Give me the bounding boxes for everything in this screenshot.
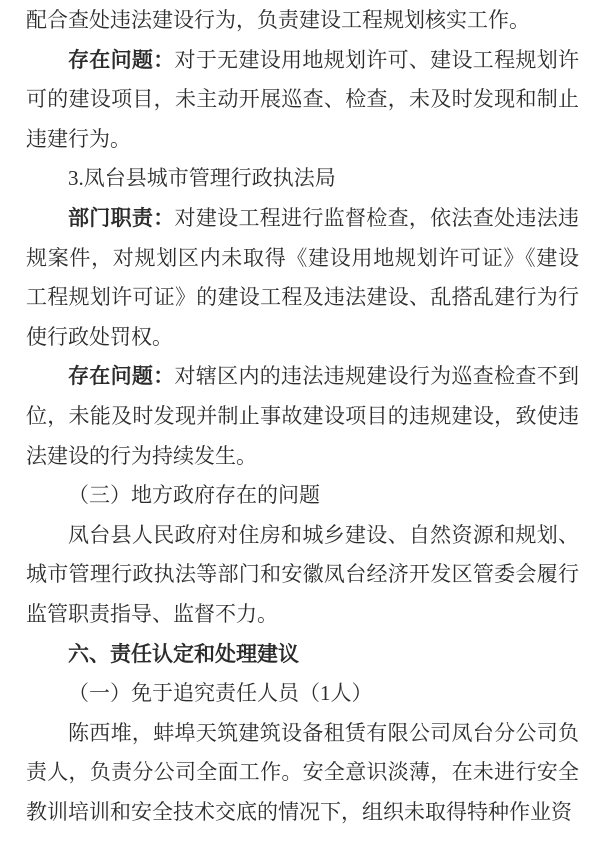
- paragraph-lead: 部门职责：: [68, 206, 175, 230]
- document-body: [26, 1, 579, 832]
- subsection-heading-3: （三）地方政府存在的问题: [68, 483, 320, 508]
- paragraph-agency-3: 3.凤台县城市管理行政执法局: [68, 166, 336, 191]
- section-heading-6: 六、责任认定和处理建议: [68, 642, 299, 666]
- paragraph-lead: 存在问题：: [68, 365, 175, 389]
- paragraph-lead: 存在问题：: [68, 48, 175, 72]
- paragraph-problems-1: 存在问题：对于无建设用地规划许可、建设工程规划许可的建设项目，未主动开展巡查、检查，未及时发现和制止违建行为。: [26, 47, 580, 151]
- subsection-heading-1: （一）免于追究责任人员（1人）: [68, 681, 373, 706]
- paragraph-continuation: 配合查处违法建设行为，负责建设工程规划核实工作。: [26, 8, 530, 32]
- paragraph-local-government: 凤台县人民政府对住房和城乡建设、自然资源和规划、城市管理行政执法等部门和安徽凤台经济开发区管委会履行监管职责指导、监督不力。: [26, 522, 579, 626]
- paragraph-problems-2: 存在问题：对辖区内的违法违规建设行为巡查检查不到位，未能及时发现并制止事故建设项目的违规建设，致使违法建设的行为持续发生。: [26, 364, 580, 468]
- paragraph-duties: 部门职责：对建设工程进行监督检查，依法查处违法违规案件，对规划区内未取得《建设用地规划许可证》《建设工程规划许可证》的建设工程及违法建设、乱搭乱建行为行使行政处罚权。: [26, 205, 580, 349]
- paragraph-person-chenxidui: 陈西堆，蚌埠天筑建筑设备租赁有限公司凤台分公司负责人，负责分公司全面工作。安全意识淡薄，在未进行安全教训培训和安全技术交底的情况下，组织未取得特种作业资: [26, 720, 579, 824]
